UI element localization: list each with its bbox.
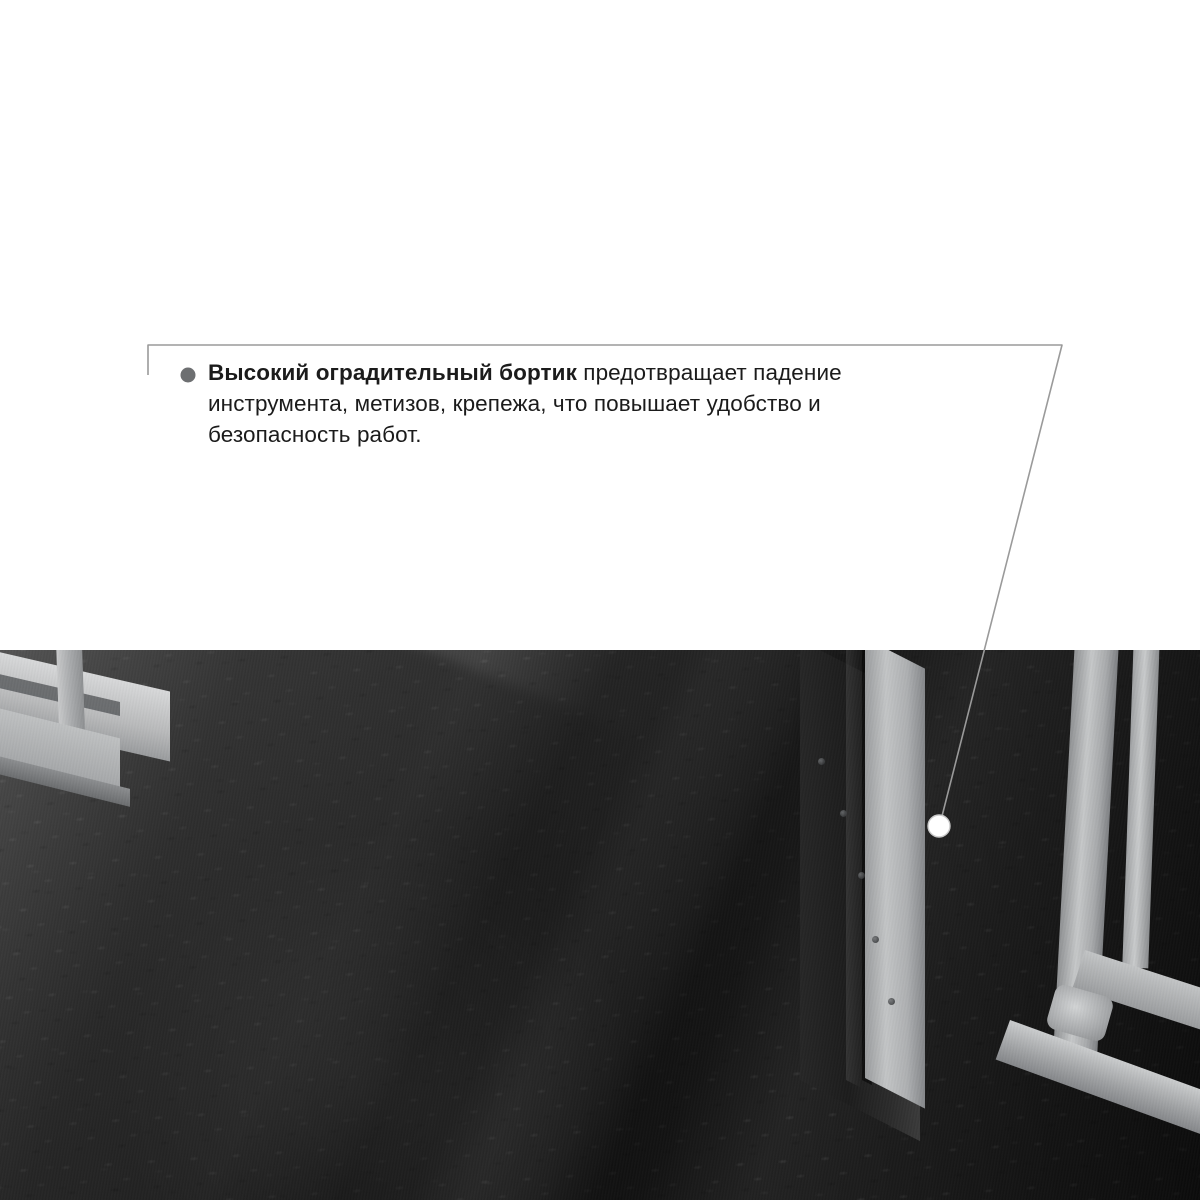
bolt-icon bbox=[818, 758, 825, 765]
callout-body: предотвращает падение инструмента, метизов, крепежа, что повышает удобство и безопасность работ. bbox=[208, 360, 842, 447]
dot-marker-icon bbox=[181, 368, 196, 383]
bolt-icon bbox=[872, 936, 879, 943]
callout-text-block bbox=[208, 357, 938, 450]
bolt-icon bbox=[888, 998, 895, 1005]
product-photo bbox=[0, 650, 1200, 1200]
right-frame-rail bbox=[865, 650, 925, 1109]
guard-toeboard-highlight bbox=[846, 650, 862, 1088]
bolt-icon bbox=[840, 810, 847, 817]
bolt-icon bbox=[858, 872, 865, 879]
callout-heading: Высокий оградительный бортик bbox=[208, 360, 577, 385]
